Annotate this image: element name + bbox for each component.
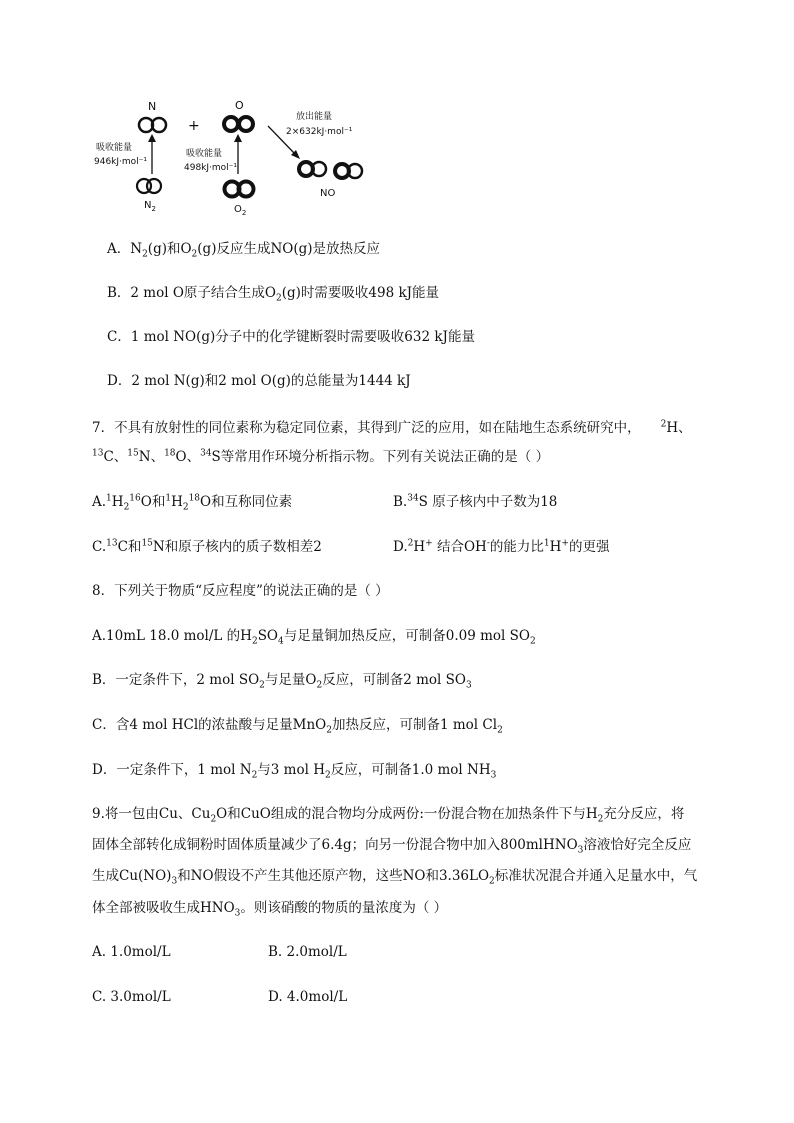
q8-option-a: A.10mL 18.0 mol/L 的$H_2SO_4$与足量铜加热反应，可制备0.09 mol $SO_2$ xyxy=(92,628,536,647)
q9-stem-line4: 体全部被吸收生成$HNO_3$。则该硝酸的物质的量浓度为（ ） xyxy=(92,900,448,919)
q8-option-b: B．一定条件下，2 mol $SO_2$与足量$O_2$反应，可制备2 mol $SO_3$ xyxy=(92,672,472,691)
q6-option-c: C．1 mol NO(g)分子中的化学键断裂时需要吸收632 kJ能量 xyxy=(107,329,475,345)
label-n: N xyxy=(148,100,157,113)
absorb-label-1: 吸收能量 xyxy=(96,143,133,153)
release-label: 放出能量 xyxy=(296,112,333,122)
absorb-label-2: 吸收能量 xyxy=(186,149,223,159)
q9-stem-line1: 9.将一包由Cu、$Cu_2O$和CuO组成的混合物均分成两份:一份混合物在加热条件下与$H_2$充分反应，将 xyxy=(92,806,685,825)
q9-option-a: A. 1.0mol/L xyxy=(92,944,171,960)
q6-option-d: D．2 mol N(g)和2 mol O(g)的总能量为1444 kJ xyxy=(107,373,411,389)
q8-stem: 8．下列关于物质“反应程度”的说法正确的是（ ） xyxy=(92,583,389,599)
q9-option-b: B. 2.0mol/L xyxy=(268,944,347,960)
q7-stem-line2: $^{13}$C、$^{15}$N、$^{18}$O、$^{34}$S等常用作环境分析指示物。下列有关说法正确的是（ ） xyxy=(92,448,550,465)
label-n2: $N_2$ xyxy=(144,200,156,213)
q9-stem-line3: 生成$Cu(NO)_3$和NO假设不产生其他还原产物，这些NO和$3.36LO_2$标准状况混合并通入足量水中，气 xyxy=(92,868,698,887)
plus-sign: + xyxy=(188,118,200,134)
o-atom-left xyxy=(224,117,238,131)
label-o: O xyxy=(235,99,244,112)
o-atom-right xyxy=(239,117,253,131)
n2-atom-right xyxy=(147,179,161,193)
release-value: 2×632kJ·mol⁻¹ xyxy=(286,127,353,137)
n2-arrow-head xyxy=(148,134,156,142)
bond-energy-diagram xyxy=(92,98,382,220)
label-o2: $O_2$ xyxy=(234,204,247,217)
q7-stem-line1: 7．不具有放射性的同位素称为稳定同位素，其得到广泛的应用，如在陆地生态系统研究中， $^2$H、 xyxy=(92,419,692,436)
q7-option-b: B.$^{34}$S 原子核内中子数为18 xyxy=(393,493,558,510)
q6-option-b: B．2 mol O原子结合生成$O_2(g)$时需要吸收498 kJ能量 xyxy=(107,285,440,304)
label-no: NO xyxy=(320,188,336,199)
absorb-value-2: 498kJ·mol⁻¹ xyxy=(184,163,238,173)
q8-option-c: C．含4 mol HCl的浓盐酸与足量MnO$_2$加热反应，可制备1 mol $Cl_2$ xyxy=(92,717,503,736)
q9-option-d: D. 4.0mol/L xyxy=(268,989,348,1005)
q7-option-a: $A.^1H_2^{16}O$和$^1H_2^{18}O$和互称同位素 xyxy=(92,493,293,513)
absorb-value-1: 946kJ·mol⁻¹ xyxy=(94,157,148,167)
q6-option-a: A．$N_2(g)$和$O_2(g)$反应生成NO(g)是放热反应 xyxy=(107,241,381,260)
q7-option-c: C.$^{13}$C和$^{15}$N和原子核内的质子数相差2 xyxy=(92,538,322,555)
q9-stem-line2: 固体全部转化成铜粉时固体质量减少了6.4g；向另一份混合物中加入800mlHNO$_3$溶液恰好完全反应 xyxy=(92,837,692,856)
q9-option-c: C. 3.0mol/L xyxy=(92,989,171,1005)
q8-option-d: D．一定条件下，1 mol $N_2$与3 mol $H_2$反应，可制备1.0 mol $NH_3$ xyxy=(92,762,497,781)
q7-option-d: D.$^2$H+ 结合OH-的能力比$^1$H+的更强 xyxy=(393,538,610,555)
o2-arrow-head xyxy=(234,134,242,142)
